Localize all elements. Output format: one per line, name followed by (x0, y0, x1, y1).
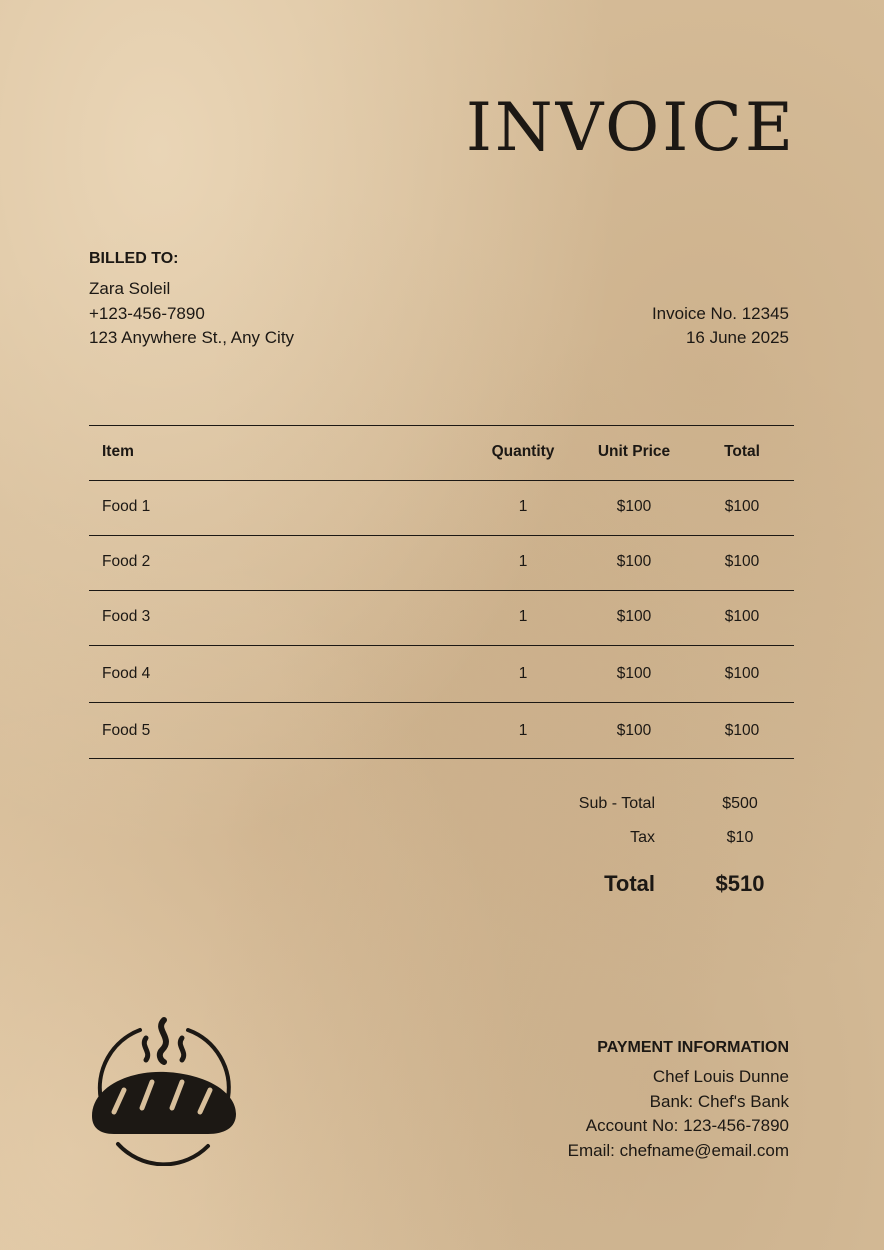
subtotal-label: Sub - Total (578, 795, 655, 812)
subtotal-value: $500 (722, 795, 758, 812)
row-quantity: 1 (518, 608, 528, 625)
row-item: Food 5 (102, 722, 151, 739)
table-row-rule (89, 590, 794, 591)
row-unit-price: $100 (616, 498, 652, 515)
row-item: Food 2 (102, 553, 151, 570)
table-top-rule (89, 425, 794, 426)
payment-info-label: PAYMENT INFORMATION (597, 1039, 789, 1056)
invoice-date: 16 June 2025 (685, 328, 789, 347)
table-row-rule (89, 645, 794, 646)
row-quantity: 1 (518, 498, 528, 515)
row-item: Food 4 (102, 665, 151, 682)
billed-to-label: BILLED TO: (89, 250, 179, 267)
billed-to-name: Zara Soleil (89, 279, 171, 298)
row-item: Food 1 (102, 498, 151, 515)
table-row-rule (89, 702, 794, 703)
table-header-rule (89, 480, 794, 481)
table-bottom-rule (89, 758, 794, 759)
bread-logo-icon (88, 1016, 238, 1166)
billed-to-phone: +123-456-7890 (89, 304, 205, 323)
row-total: $100 (724, 665, 760, 682)
payment-bank: Bank: Chef's Bank (649, 1092, 789, 1111)
payment-account: Account No: 123-456-7890 (585, 1116, 789, 1135)
row-total: $100 (724, 553, 760, 570)
grand-total-value: $510 (715, 871, 765, 896)
row-total: $100 (724, 608, 760, 625)
table-row-rule (89, 535, 794, 536)
invoice-title: INVOICE (465, 89, 796, 166)
tax-value: $10 (726, 829, 754, 846)
row-quantity: 1 (518, 553, 528, 570)
column-header-item: Item (102, 443, 134, 460)
payment-name: Chef Louis Dunne (652, 1067, 789, 1086)
row-unit-price: $100 (616, 665, 652, 682)
tax-label: Tax (630, 829, 655, 846)
row-total: $100 (724, 722, 760, 739)
column-header-unit-price: Unit Price (597, 443, 671, 460)
column-header-quantity: Quantity (491, 443, 555, 460)
row-unit-price: $100 (616, 722, 652, 739)
column-header-total: Total (724, 443, 760, 460)
row-quantity: 1 (518, 665, 528, 682)
billed-to-address: 123 Anywhere St., Any City (89, 328, 295, 347)
row-item: Food 3 (102, 608, 151, 625)
row-quantity: 1 (518, 722, 528, 739)
invoice-number: Invoice No. 12345 (651, 304, 789, 323)
payment-email: Email: chefname@email.com (567, 1141, 789, 1160)
row-total: $100 (724, 498, 760, 515)
grand-total-label: Total (604, 871, 655, 896)
row-unit-price: $100 (616, 608, 652, 625)
row-unit-price: $100 (616, 553, 652, 570)
